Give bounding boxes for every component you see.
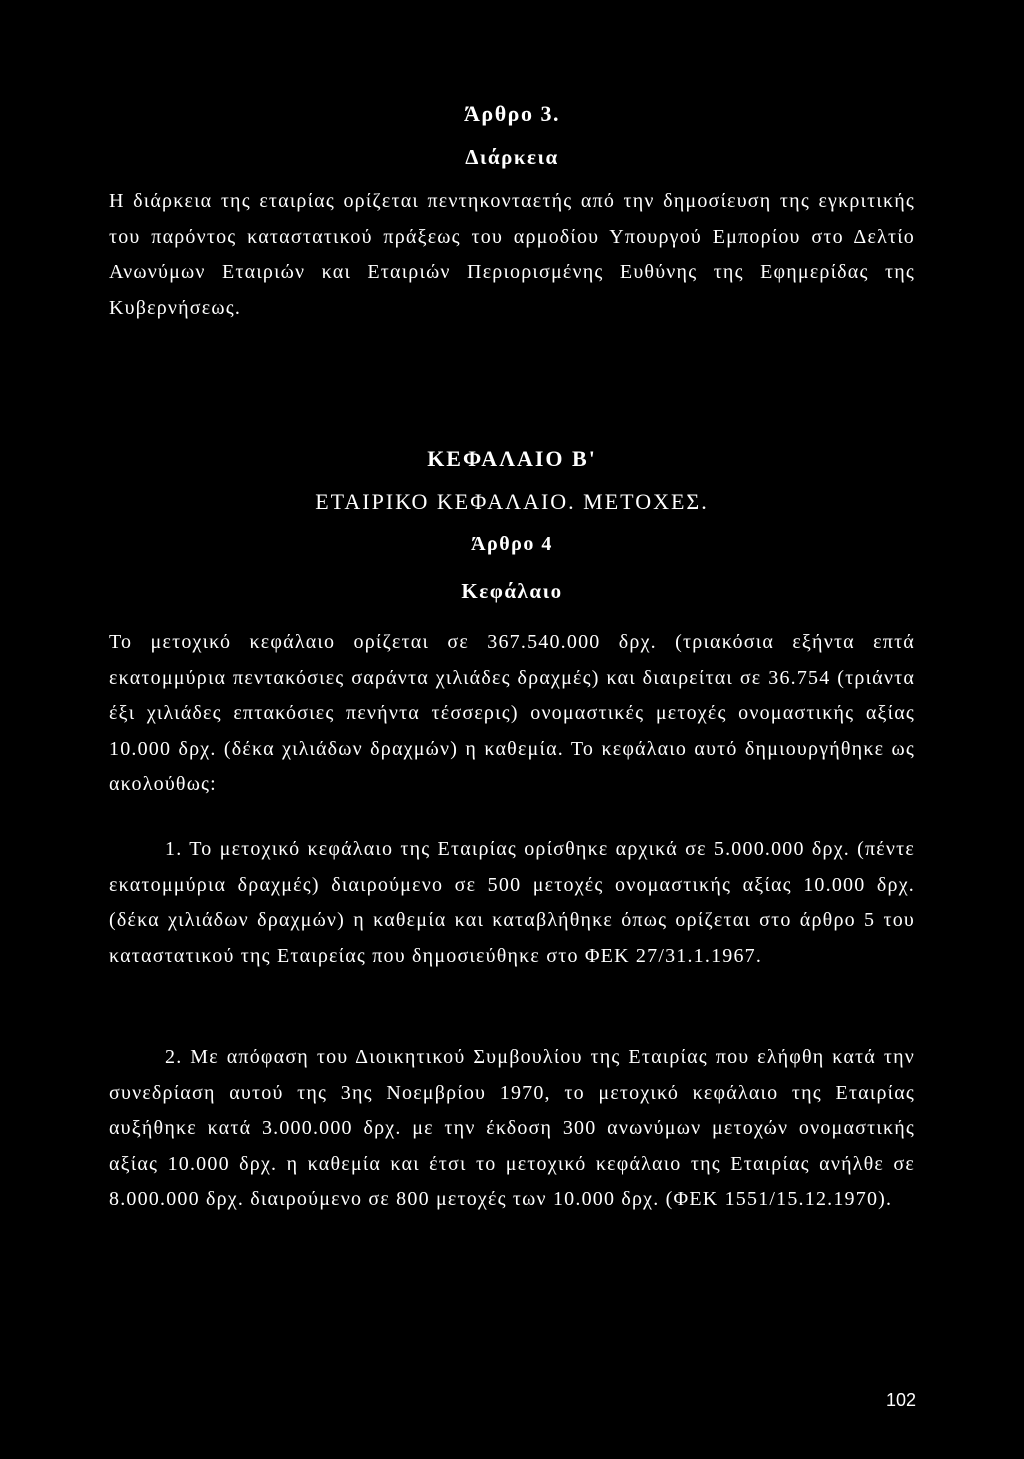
chapter-heading: ΚΕΦΑΛΑΙΟ Β': [427, 446, 597, 471]
article-3-heading: Άρθρο 3.: [464, 101, 560, 126]
article-4-item-2: 2. Με απόφαση του Διοικητικού Συμβουλίου της Εταιρίας που ελήφθη κατά την συνεδρίαση αυτού της 3ης Νοεμβρίου 1970, το μετοχικό κεφάλαιο της Εταιρίας αυξήθηκε κατά 3.000.000 δρχ. με την έκδοση 300 ανωνύμων μετοχών ονομαστικής αξίας 10.000 δρχ. η καθεμία και έτσι το μετοχικό κεφάλαιο της Εταιρίας ανήλθε σε 8.000.000 δρχ. διαιρούμενο σε 800 μετοχές των 10.000 δρχ. (ΦΕΚ 1551/15.12.1970).: [109, 1046, 915, 1210]
article-4-intro: Το μετοχικό κεφάλαιο ορίζεται σε 367.540.000 δρχ. (τριακόσια εξήντα επτά εκατομμύρια πεντακόσιες σαράντα χιλιάδες δραχμές) και διαιρείται σε 36.754 (τριάντα έξι χιλιάδες επτακόσιες πενήντα τέσσερις) ονομαστικές μετοχές ονομαστικής αξίας 10.000 δρχ. (δέκα χιλιάδων δραχμών) η καθεμία. Το κεφάλαιο αυτό δημιουργήθηκε ως ακολούθως:: [109, 631, 915, 795]
article-4-subheading: Κεφάλαιο: [461, 579, 563, 603]
chapter-title: ΕΤΑΙΡΙΚΟ ΚΕΦΑΛΑΙΟ. ΜΕΤΟΧΕΣ.: [315, 489, 709, 514]
page-number: 102: [885, 1390, 916, 1410]
article-3-text: Η διάρκεια της εταιρίας ορίζεται πεντηκονταετής από την δημοσίευση της εγκριτικής του παρόντος καταστατικού πράξεως του αρμοδίου Υπουργού Εμπορίου στο Δελτίο Ανωνύμων Εταιριών και Εταιριών Περιορισμένης Ευθύνης της Εφημερίδας της Κυβερνήσεως.: [109, 190, 915, 319]
article-4-heading: Άρθρο 4: [471, 533, 553, 555]
article-4-item-1: 1. Το μετοχικό κεφάλαιο της Εταιρίας ορίσθηκε αρχικά σε 5.000.000 δρχ. (πέντε εκατομμύρια δραχμές) διαιρούμενο σε 500 μετοχές ονομαστικής αξίας 10.000 δρχ. (δέκα χιλιάδων δραχμών) η καθεμία και καταβλήθηκε όπως ορίζεται στο άρθρο 5 του καταστατικού της Εταιρείας που δημοσιεύθηκε στο ΦΕΚ 27/31.1.1967.: [109, 838, 915, 967]
article-3-subheading: Διάρκεια: [465, 145, 559, 169]
